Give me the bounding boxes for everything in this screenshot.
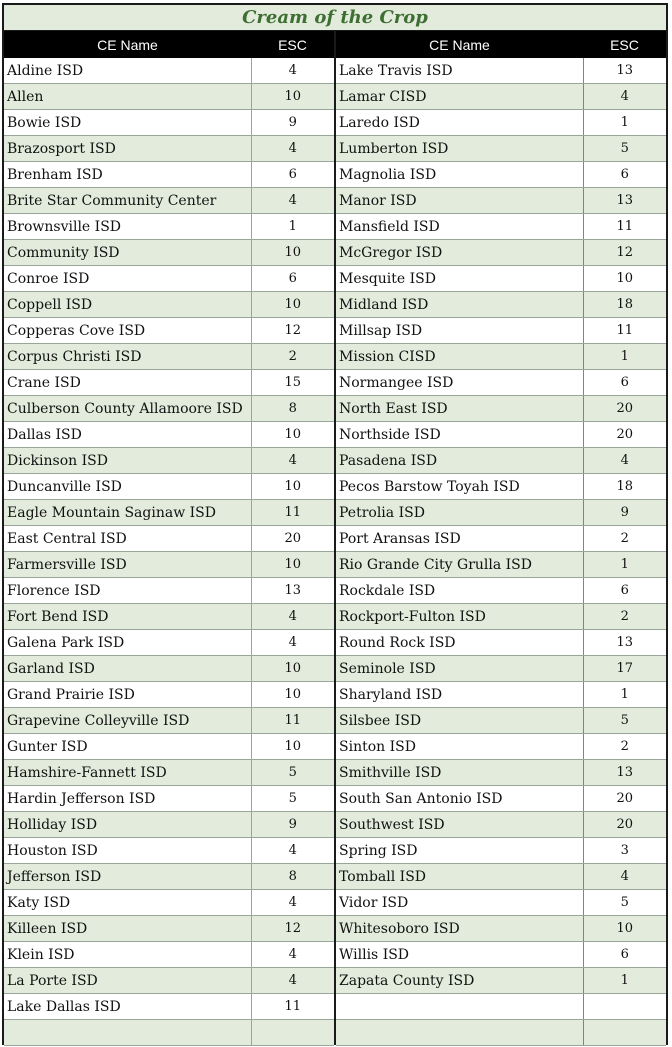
ce-name-cell[interactable]: Dallas ISD [4,422,251,448]
ce-name-cell[interactable]: Mesquite ISD [336,266,583,292]
esc-cell[interactable]: 15 [251,370,334,396]
ce-name-cell[interactable]: Northside ISD [336,422,583,448]
table-row[interactable] [336,292,666,318]
esc-cell[interactable]: 17 [583,656,666,682]
table-row[interactable] [4,422,334,448]
esc-cell[interactable]: 4 [251,448,334,474]
ce-name-cell[interactable]: Katy ISD [4,890,251,916]
esc-cell[interactable]: 1 [583,682,666,708]
esc-cell[interactable] [251,1020,334,1046]
table-row[interactable] [336,58,666,84]
ce-name-cell[interactable]: Florence ISD [4,578,251,604]
table-row[interactable] [4,58,334,84]
esc-cell[interactable] [583,1020,666,1046]
table-row[interactable] [336,578,666,604]
ce-name-cell[interactable]: Sharyland ISD [336,682,583,708]
table-row[interactable] [336,240,666,266]
ce-name-cell[interactable]: Tomball ISD [336,864,583,890]
ce-name-cell[interactable]: Rockdale ISD [336,578,583,604]
table-row[interactable] [4,786,334,812]
ce-name-cell[interactable]: Round Rock ISD [336,630,583,656]
esc-cell[interactable]: 2 [583,604,666,630]
esc-cell[interactable]: 5 [583,708,666,734]
table-row[interactable] [336,448,666,474]
ce-name-cell[interactable]: Klein ISD [4,942,251,968]
table-row[interactable] [336,552,666,578]
esc-cell[interactable]: 4 [251,942,334,968]
table-row[interactable] [4,708,334,734]
ce-name-cell[interactable]: Seminole ISD [336,656,583,682]
esc-cell[interactable]: 4 [251,188,334,214]
esc-cell[interactable]: 5 [583,136,666,162]
ce-name-cell[interactable] [4,1020,251,1046]
ce-name-cell[interactable]: Petrolia ISD [336,500,583,526]
header-esc: ESC [583,31,666,58]
ce-name-cell[interactable]: Copperas Cove ISD [4,318,251,344]
esc-cell[interactable]: 20 [251,526,334,552]
table-row[interactable] [4,864,334,890]
esc-cell[interactable]: 6 [251,266,334,292]
ce-name-cell[interactable]: Lake Travis ISD [336,58,583,84]
esc-cell[interactable]: 10 [251,474,334,500]
table-row[interactable] [336,630,666,656]
table-row[interactable] [336,474,666,500]
esc-cell[interactable]: 1 [583,110,666,136]
ce-name-cell[interactable]: Normangee ISD [336,370,583,396]
esc-cell[interactable]: 20 [583,812,666,838]
ce-name-cell[interactable]: North East ISD [336,396,583,422]
left-table [4,31,334,1046]
table-row[interactable] [336,734,666,760]
esc-cell[interactable]: 10 [251,240,334,266]
sheet-title: Cream of the Crop [4,5,666,31]
table-row[interactable] [4,344,334,370]
table-row[interactable] [336,214,666,240]
table-row[interactable] [336,838,666,864]
table-row[interactable] [4,474,334,500]
ce-name-cell[interactable]: McGregor ISD [336,240,583,266]
esc-cell[interactable]: 13 [251,578,334,604]
table-row[interactable] [4,604,334,630]
ce-name-cell[interactable]: Grand Prairie ISD [4,682,251,708]
table-row[interactable] [4,630,334,656]
table-row[interactable] [4,136,334,162]
left-table-column [4,31,336,1043]
esc-cell[interactable]: 10 [251,734,334,760]
esc-cell[interactable]: 4 [251,630,334,656]
ce-name-cell[interactable]: Brenham ISD [4,162,251,188]
esc-cell[interactable]: 18 [583,474,666,500]
ce-name-cell[interactable]: Smithville ISD [336,760,583,786]
ce-name-cell[interactable]: Southwest ISD [336,812,583,838]
esc-cell[interactable]: 11 [583,214,666,240]
esc-cell[interactable]: 12 [583,240,666,266]
table-row[interactable] [336,162,666,188]
table-row[interactable] [4,162,334,188]
esc-cell[interactable]: 5 [583,890,666,916]
esc-cell[interactable]: 10 [251,656,334,682]
ce-name-cell[interactable]: Killeen ISD [4,916,251,942]
ce-name-cell[interactable]: Dickinson ISD [4,448,251,474]
table-row[interactable] [4,838,334,864]
ce-name-cell[interactable]: Duncanville ISD [4,474,251,500]
ce-name-cell[interactable]: Pecos Barstow Toyah ISD [336,474,583,500]
table-row[interactable] [4,942,334,968]
esc-cell[interactable]: 4 [251,968,334,994]
ce-name-cell[interactable]: Conroe ISD [4,266,251,292]
table-row[interactable] [4,682,334,708]
tables-container [4,31,666,1043]
ce-name-cell[interactable] [336,994,583,1020]
esc-cell[interactable]: 1 [583,344,666,370]
esc-cell[interactable]: 4 [251,604,334,630]
esc-cell[interactable]: 4 [251,58,334,84]
esc-cell[interactable]: 9 [251,110,334,136]
ce-name-cell[interactable]: East Central ISD [4,526,251,552]
ce-name-cell[interactable]: Grapevine Colleyville ISD [4,708,251,734]
table-row[interactable] [4,214,334,240]
left-header-row [4,31,334,58]
table-row[interactable] [336,942,666,968]
table-row[interactable] [4,370,334,396]
esc-cell[interactable]: 13 [583,188,666,214]
right-header-row [336,31,666,58]
table-row[interactable] [336,266,666,292]
table-row[interactable] [4,84,334,110]
table-row[interactable] [4,760,334,786]
ce-name-cell[interactable]: Houston ISD [4,838,251,864]
table-row[interactable] [4,916,334,942]
ce-name-cell[interactable]: Gunter ISD [4,734,251,760]
esc-cell[interactable]: 6 [583,370,666,396]
esc-cell[interactable]: 11 [251,500,334,526]
table-row[interactable] [336,84,666,110]
esc-cell[interactable]: 10 [583,916,666,942]
esc-cell[interactable]: 12 [251,318,334,344]
table-row[interactable] [4,968,334,994]
esc-cell[interactable]: 3 [583,838,666,864]
ce-name-cell[interactable]: Holliday ISD [4,812,251,838]
table-row[interactable] [4,500,334,526]
esc-cell[interactable]: 6 [583,162,666,188]
ce-name-cell[interactable]: Rockport-Fulton ISD [336,604,583,630]
esc-cell[interactable]: 1 [583,552,666,578]
esc-cell[interactable]: 5 [251,760,334,786]
table-row[interactable] [4,552,334,578]
esc-cell[interactable]: 4 [251,136,334,162]
esc-cell[interactable]: 11 [251,708,334,734]
table-row[interactable] [4,396,334,422]
ce-name-cell[interactable]: Port Aransas ISD [336,526,583,552]
table-row[interactable] [336,864,666,890]
ce-name-cell[interactable]: Farmersville ISD [4,552,251,578]
ce-name-cell[interactable]: Corpus Christi ISD [4,344,251,370]
esc-cell[interactable]: 20 [583,396,666,422]
ce-name-cell[interactable]: Fort Bend ISD [4,604,251,630]
esc-cell[interactable]: 4 [251,838,334,864]
right-table-column [336,31,666,1043]
esc-cell[interactable]: 10 [251,84,334,110]
ce-name-cell[interactable]: Zapata County ISD [336,968,583,994]
left-table-body [4,58,334,1046]
ce-name-cell[interactable]: Whitesoboro ISD [336,916,583,942]
ce-name-cell[interactable]: Silsbee ISD [336,708,583,734]
ce-name-cell[interactable]: Millsap ISD [336,318,583,344]
table-row[interactable] [4,266,334,292]
esc-cell[interactable]: 13 [583,630,666,656]
ce-name-cell[interactable]: La Porte ISD [4,968,251,994]
esc-cell[interactable]: 5 [251,786,334,812]
esc-cell[interactable] [583,994,666,1020]
esc-cell[interactable]: 8 [251,396,334,422]
esc-cell[interactable]: 4 [583,864,666,890]
table-row[interactable] [336,786,666,812]
table-row[interactable] [4,734,334,760]
ce-name-cell[interactable]: Lumberton ISD [336,136,583,162]
esc-cell[interactable]: 4 [583,84,666,110]
table-row[interactable] [336,604,666,630]
ce-name-cell[interactable]: Willis ISD [336,942,583,968]
table-row[interactable] [336,526,666,552]
ce-name-cell[interactable]: Garland ISD [4,656,251,682]
esc-cell[interactable]: 20 [583,786,666,812]
esc-cell[interactable]: 10 [583,266,666,292]
table-row[interactable] [336,760,666,786]
ce-name-cell[interactable]: Brownsville ISD [4,214,251,240]
table-row[interactable] [336,994,666,1020]
esc-cell[interactable]: 10 [251,552,334,578]
table-row[interactable] [4,448,334,474]
esc-cell[interactable]: 9 [583,500,666,526]
table-row[interactable] [4,656,334,682]
ce-name-cell[interactable]: Galena Park ISD [4,630,251,656]
header-ce-name: CE Name [336,31,583,58]
ce-name-cell[interactable]: Mission CISD [336,344,583,370]
ce-name-cell[interactable]: Midland ISD [336,292,583,318]
ce-name-cell[interactable]: Aldine ISD [4,58,251,84]
ce-name-cell[interactable]: Community ISD [4,240,251,266]
table-row[interactable] [336,812,666,838]
table-row[interactable] [336,396,666,422]
ce-name-cell[interactable]: Sinton ISD [336,734,583,760]
table-row[interactable] [336,968,666,994]
ce-name-cell[interactable]: Magnolia ISD [336,162,583,188]
esc-cell[interactable]: 10 [251,422,334,448]
esc-cell[interactable]: 2 [583,734,666,760]
esc-cell[interactable]: 20 [583,422,666,448]
ce-name-cell[interactable]: Bowie ISD [4,110,251,136]
table-row[interactable] [336,136,666,162]
esc-cell[interactable]: 6 [583,578,666,604]
ce-name-cell[interactable]: Crane ISD [4,370,251,396]
table-row[interactable] [4,526,334,552]
esc-cell[interactable]: 12 [251,916,334,942]
table-row[interactable] [4,188,334,214]
table-row[interactable] [4,812,334,838]
ce-name-cell[interactable] [336,1020,583,1046]
esc-cell[interactable]: 10 [251,682,334,708]
table-row[interactable] [4,994,334,1020]
header-ce-name: CE Name [4,31,251,58]
esc-cell[interactable]: 13 [583,58,666,84]
esc-cell[interactable]: 6 [583,942,666,968]
ce-name-cell[interactable]: Lamar CISD [336,84,583,110]
table-row[interactable] [4,292,334,318]
ce-name-cell[interactable]: Manor ISD [336,188,583,214]
table-row[interactable] [336,110,666,136]
esc-cell[interactable]: 13 [583,760,666,786]
table-row[interactable] [4,240,334,266]
table-row[interactable] [336,422,666,448]
table-row[interactable] [4,1020,334,1046]
table-row[interactable] [336,916,666,942]
spreadsheet [2,3,668,1045]
table-row[interactable] [4,110,334,136]
table-row[interactable] [4,318,334,344]
ce-name-cell[interactable]: Hardin Jefferson ISD [4,786,251,812]
esc-cell[interactable]: 2 [251,344,334,370]
table-row[interactable] [336,370,666,396]
table-row[interactable] [336,682,666,708]
esc-cell[interactable]: 18 [583,292,666,318]
ce-name-cell[interactable]: Mansfield ISD [336,214,583,240]
ce-name-cell[interactable]: Lake Dallas ISD [4,994,251,1020]
table-row[interactable] [4,890,334,916]
esc-cell[interactable]: 1 [251,214,334,240]
ce-name-cell[interactable]: Vidor ISD [336,890,583,916]
esc-cell[interactable]: 1 [583,968,666,994]
esc-cell[interactable]: 9 [251,812,334,838]
ce-name-cell[interactable]: Brazosport ISD [4,136,251,162]
table-row[interactable] [4,578,334,604]
esc-cell[interactable]: 2 [583,526,666,552]
right-table [336,31,666,1046]
esc-cell[interactable]: 6 [251,162,334,188]
right-table-body [336,58,666,1046]
ce-name-cell[interactable]: Jefferson ISD [4,864,251,890]
ce-name-cell[interactable]: Rio Grande City Grulla ISD [336,552,583,578]
table-row[interactable] [336,318,666,344]
esc-cell[interactable]: 11 [583,318,666,344]
esc-cell[interactable]: 4 [251,890,334,916]
ce-name-cell[interactable]: Laredo ISD [336,110,583,136]
table-row[interactable] [336,890,666,916]
esc-cell[interactable]: 4 [583,448,666,474]
table-row[interactable] [336,188,666,214]
esc-cell[interactable]: 8 [251,864,334,890]
esc-cell[interactable]: 10 [251,292,334,318]
table-row[interactable] [336,500,666,526]
table-row[interactable] [336,1020,666,1046]
table-row[interactable] [336,708,666,734]
esc-cell[interactable]: 11 [251,994,334,1020]
ce-name-cell[interactable]: Allen [4,84,251,110]
ce-name-cell[interactable]: Culberson County Allamoore ISD [4,396,251,422]
ce-name-cell[interactable]: Eagle Mountain Saginaw ISD [4,500,251,526]
ce-name-cell[interactable]: Brite Star Community Center [4,188,251,214]
ce-name-cell[interactable]: Spring ISD [336,838,583,864]
ce-name-cell[interactable]: South San Antonio ISD [336,786,583,812]
header-esc: ESC [251,31,334,58]
ce-name-cell[interactable]: Hamshire-Fannett ISD [4,760,251,786]
ce-name-cell[interactable]: Pasadena ISD [336,448,583,474]
table-row[interactable] [336,344,666,370]
table-row[interactable] [336,656,666,682]
ce-name-cell[interactable]: Coppell ISD [4,292,251,318]
